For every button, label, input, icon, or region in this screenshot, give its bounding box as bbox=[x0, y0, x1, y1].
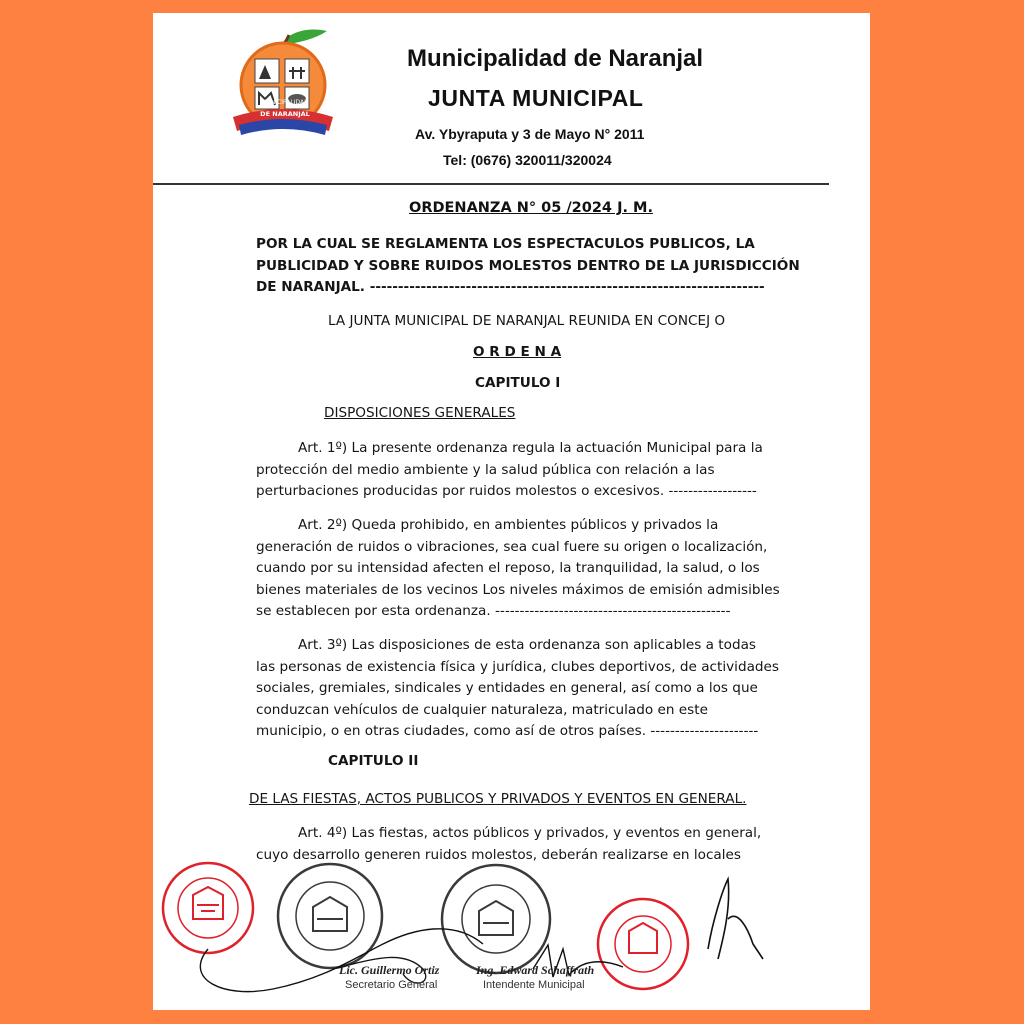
subject-line: PUBLICIDAD Y SOBRE RUIDOS MOLESTOS DENTRO DE LA JURISDICCIÓN bbox=[256, 257, 800, 274]
article-line: municipio, o en otras ciudades, como así de otros países. ---------------------- bbox=[256, 723, 759, 740]
article-3 bbox=[256, 635, 779, 743]
chapter-1-title: CAPITULO I bbox=[475, 375, 561, 391]
secretary-role: Secretario General bbox=[345, 979, 438, 991]
chapter-1-heading: DISPOSICIONES GENERALES bbox=[324, 405, 516, 421]
subject-line: POR LA CUAL SE REGLAMENTA LOS ESPECTACULOS PUBLICOS, LA bbox=[256, 236, 755, 252]
article-line: Art. 3º) Las disposiciones de esta ordenanza son aplicables a todas bbox=[298, 637, 756, 653]
ordinance-subject bbox=[256, 234, 800, 299]
municipality-logo bbox=[229, 23, 339, 141]
chapter-2-title: CAPITULO II bbox=[328, 753, 419, 769]
mayor-role: Intendente Municipal bbox=[483, 979, 585, 991]
article-line: cuando por su intensidad afecten el reposo, la tranquilidad, la salud, o los bbox=[256, 560, 760, 577]
article-line: conduzcan vehículos de cualquier naturaleza, matriculado en este bbox=[256, 701, 708, 718]
preamble: LA JUNTA MUNICIPAL DE NARANJAL REUNIDA EN CONCEJ O bbox=[328, 313, 726, 329]
council-name: JUNTA MUNICIPAL bbox=[428, 85, 644, 111]
article-line: sociales, gremiales, sindicales y entidades en general, así como a los que bbox=[256, 680, 758, 697]
ordena-heading: O R D E N A bbox=[473, 344, 562, 360]
chapter-2-heading: DE LAS FIESTAS, ACTOS PUBLICOS Y PRIVADOS Y EVENTOS EN GENERAL. bbox=[249, 791, 747, 807]
article-2 bbox=[256, 515, 780, 623]
article-line: generación de ruidos o vibraciones, sea cual fuere su origen o localización, bbox=[256, 538, 768, 555]
subject-line: DE NARANJAL. ---------------------------------------------------------------------- bbox=[256, 279, 765, 295]
article-line: Art. 4º) Las fiestas, actos públicos y privados, y eventos en general, bbox=[298, 825, 762, 841]
article-line: Art. 1º) La presente ordenanza regula la actuación Municipal para la bbox=[298, 440, 763, 456]
document-page bbox=[153, 13, 870, 1010]
article-line: perturbaciones producidas por ruidos molestos o excesivos. ------------------ bbox=[256, 483, 757, 500]
article-1 bbox=[256, 438, 776, 503]
article-line: cuyo desarrollo generen ruidos molestos, deberán realizarse en locales bbox=[256, 846, 741, 863]
mayor-name: Ing. Edward Schaffrath bbox=[476, 963, 595, 977]
red-seal-left bbox=[163, 863, 253, 953]
ordinance-number: ORDENANZA N° 05 /2024 J. M. bbox=[409, 200, 653, 216]
municipal-seal-center bbox=[442, 865, 550, 973]
logo-ribbon-top: MUNICIPALIDAD bbox=[261, 99, 309, 106]
article-line: Art. 2º) Queda prohibido, en ambientes públicos y privados la bbox=[298, 517, 719, 533]
municipality-name: Municipalidad de Naranjal bbox=[407, 45, 704, 72]
article-line: se establecen por esta ordenanza. ------------------------------------------------ bbox=[256, 603, 731, 620]
article-line: protección del medio ambiente y la salud pública con relación a las bbox=[256, 461, 715, 478]
article-line: bienes materiales de los vecinos Los niveles máximos de emisión admisibles bbox=[256, 581, 780, 598]
logo-ribbon-bottom: DE NARANJAL bbox=[260, 110, 310, 118]
red-seal-right bbox=[598, 899, 688, 989]
header-divider bbox=[153, 183, 829, 185]
secretary-name: Lic. Guillermo Ortiz bbox=[339, 963, 440, 977]
address: Av. Ybyraputa y 3 de Mayo N° 2011 bbox=[415, 126, 645, 142]
article-line: las personas de existencia física y jurídica, clubes deportivos, de actividades bbox=[256, 658, 779, 675]
phone: Tel: (0676) 320011/320024 bbox=[443, 152, 612, 168]
